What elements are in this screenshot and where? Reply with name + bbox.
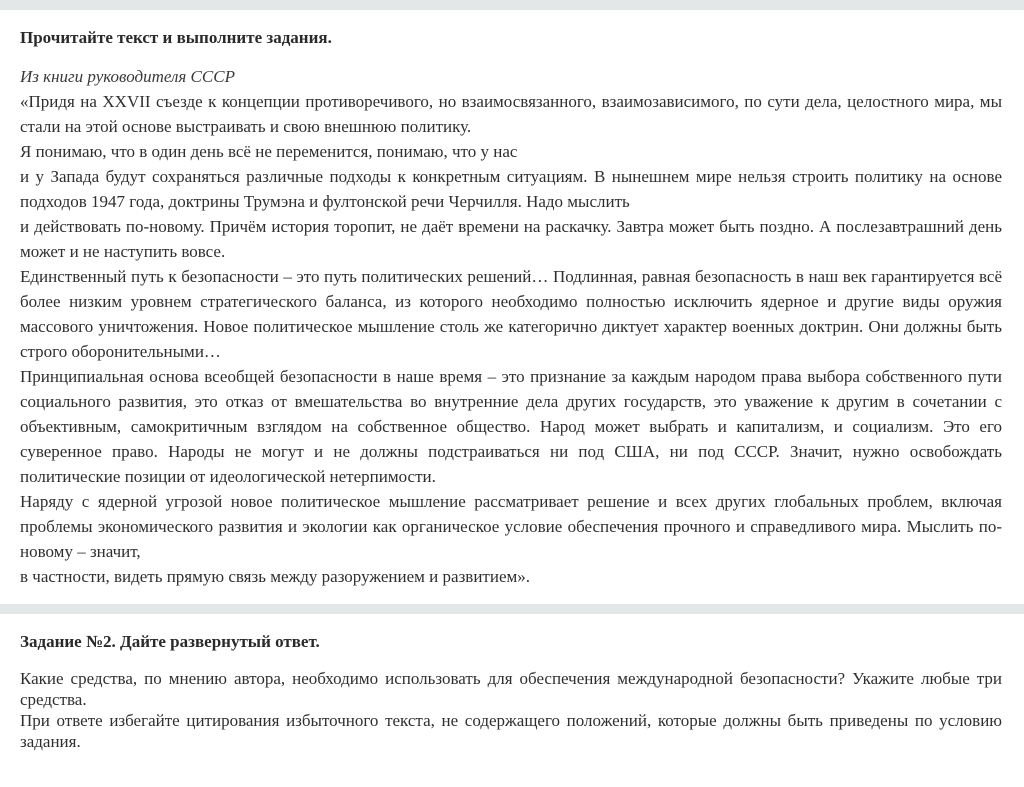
text-paragraph: «Придя на XXVII съезде к концепции противоречивого, но взаимосвязанного, взаимозависимого, по сути дела, целостного мира, мы стали на этой основе выстраивать и свою внешнюю политику. [20, 92, 1002, 136]
text-paragraph: Наряду с ядерной угрозой новое политическое мышление рассматривает решение и всех других глобальных проблем, включая проблемы экономического развития и экологии как органическое условие обеспечения прочного и справедливого мира. Мыслить по-новому – значит, [20, 492, 1002, 561]
text-paragraph: и действовать по-новому. Причём история торопит, не даёт времени на раскачку. Завтра может быть поздно. А послезавтрашний день может и не наступить вовсе. [20, 217, 1002, 261]
reading-heading: Прочитайте текст и выполните задания. [20, 28, 332, 47]
source-attribution: Из книги руководителя СССР [20, 67, 235, 86]
task-question: Какие средства, по мнению автора, необходимо использовать для обеспечения международной безопасности? Укажите любые три средства. [20, 669, 1002, 709]
section-divider [0, 604, 1024, 614]
text-paragraph: в частности, видеть прямую связь между разоружением и развитием». [20, 567, 530, 586]
task-heading: Задание №2. Дайте развернутый ответ. [20, 632, 320, 651]
top-divider [0, 0, 1024, 10]
reading-section [20, 25, 1002, 589]
text-paragraph: Я понимаю, что в один день всё не переменится, понимаю, что у нас [20, 142, 518, 161]
task-instruction: При ответе избегайте цитирования избыточного текста, не содержащего положений, которые должны быть приведены по условию задания. [20, 711, 1002, 751]
text-paragraph: Принципиальная основа всеобщей безопасности в наше время – это признание за каждым народом права выбора собственного пути социального развития, это отказ от вмешательства во внутренние дела других государств, это уважение к другим в сочетании с объективным, самокритичным взглядом на собственное общество. Народ может выбрать и капитализм, и социализм. Это его суверенное право. Народы не могут и не должны подстраиваться ни под США, ни под СССР. Значит, нужно освобождать политические позиции от идеологической нетерпимости. [20, 367, 1002, 486]
text-paragraph: и у Запада будут сохраняться различные подходы к конкретным ситуациям. В нынешнем мире нельзя строить политику на основе подходов 1947 года, доктрины Трумэна и фултонской речи Черчилля. Надо мыслить [20, 167, 1002, 211]
task-section [20, 629, 1002, 752]
text-paragraph: Единственный путь к безопасности – это путь политических решений… Подлинная, равная безопасность в наш век гарантируется всё более низким уровнем стратегического баланса, из которого необходимо полностью исключить ядерное и другие виды оружия массового уничтожения. Новое политическое мышление столь же категорично диктует характер военных доктрин. Они должны быть строго оборонительными… [20, 267, 1002, 361]
